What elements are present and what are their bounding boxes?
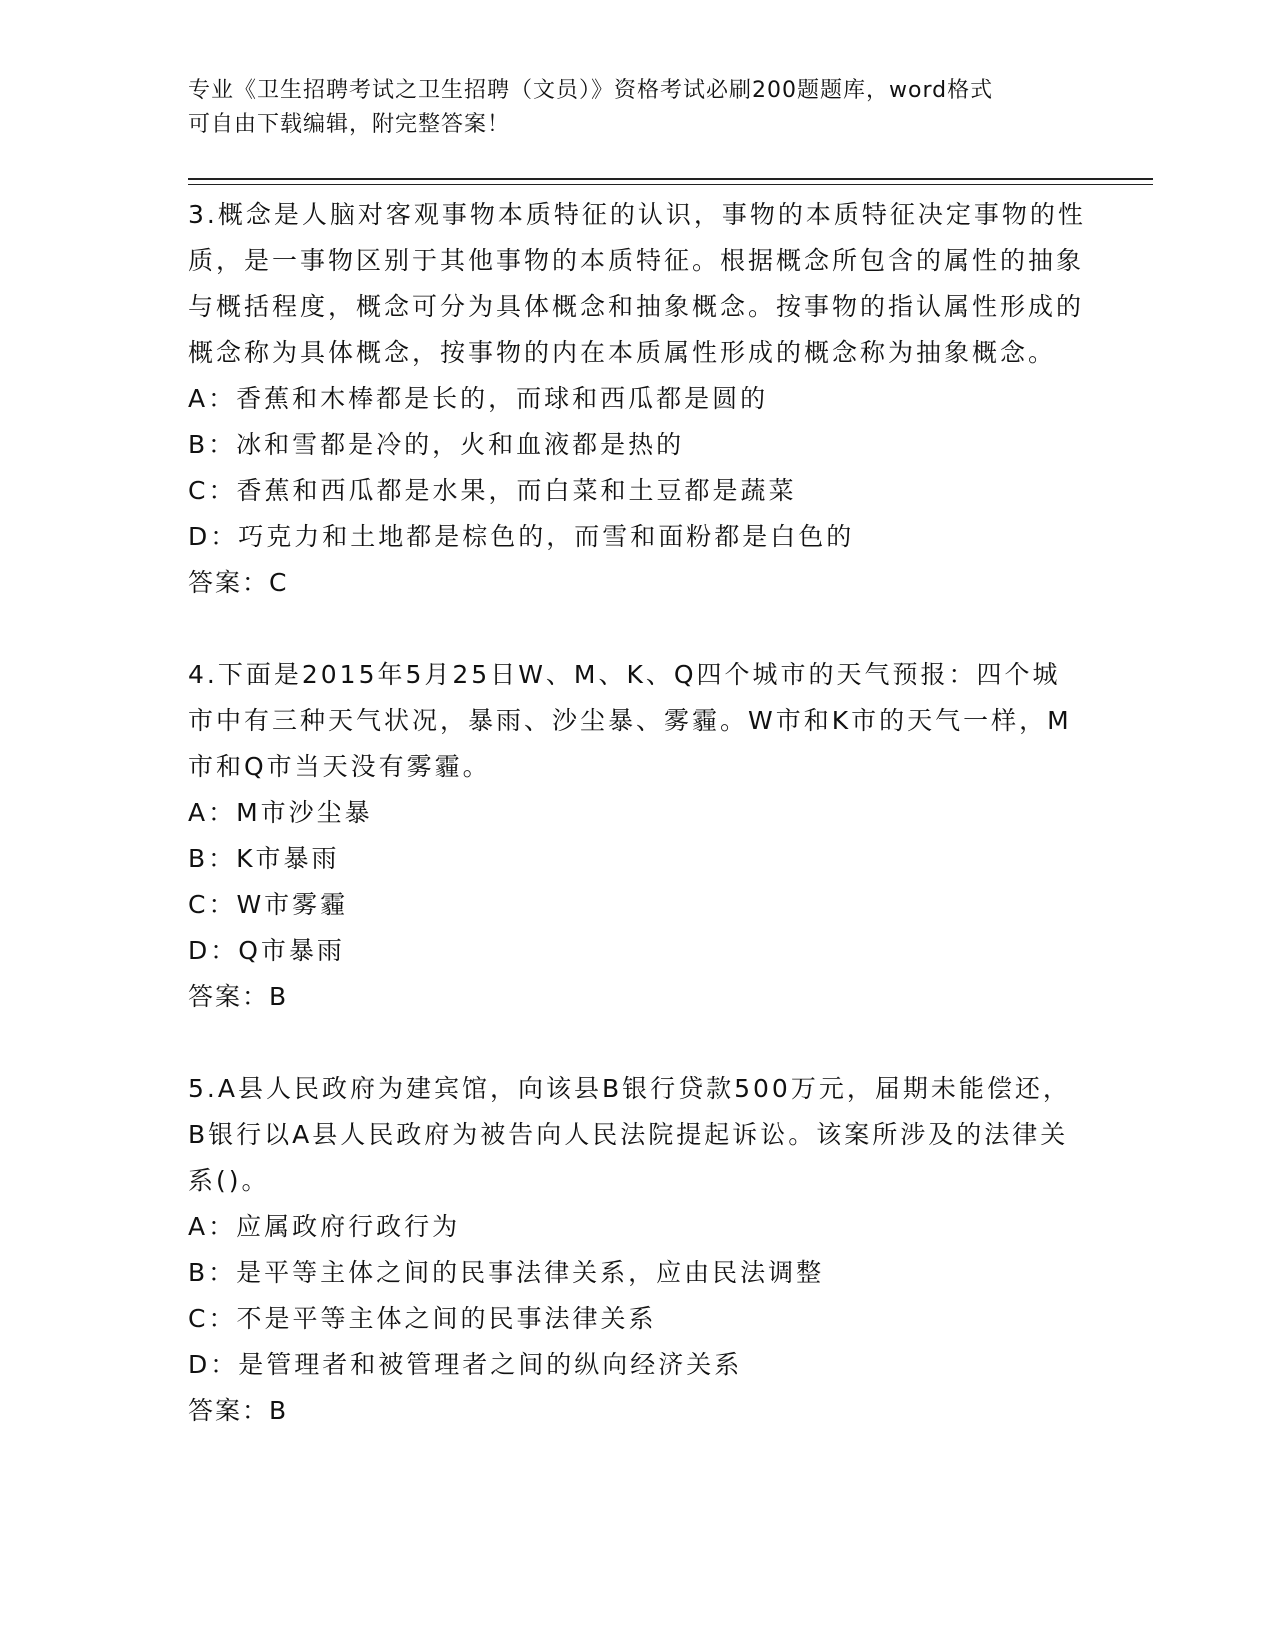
header-line-1: 专业《卫生招聘考试之卫生招聘（文员）》资格考试必刷200题题库，word格式 bbox=[188, 78, 994, 103]
question-stem: 3.概念是人脑对客观事物本质特征的认识，事物的本质特征决定事物的性质，是一事物区别于其他事物的本质特征。根据概念所包含的属性的抽象与概括程度，概念可分为具体概念和抽象概念。按事物的指认属性形成的概念称为具体概念，按事物的内在本质属性形成的概念称为抽象概念。 bbox=[188, 200, 1086, 367]
question-stem: 5.A县人民政府为建宾馆，向该县B银行贷款500万元，届期未能偿还，B银行以A县人民政府为被告向人民法院提起诉讼。该案所涉及的法律关系()。 bbox=[188, 1074, 1071, 1195]
option-d: D：巧克力和土地都是棕色的，而雪和面粉都是白色的 bbox=[188, 522, 855, 551]
answer-label: 答案：B bbox=[188, 1396, 289, 1425]
question-list bbox=[188, 192, 1088, 1480]
answer-label: 答案：C bbox=[188, 568, 289, 597]
question-3 bbox=[188, 192, 1088, 606]
answer-label: 答案：B bbox=[188, 982, 289, 1011]
header-divider-thick bbox=[188, 178, 1153, 180]
document-header bbox=[188, 74, 1088, 142]
option-b: B：冰和雪都是冷的，火和血液都是热的 bbox=[188, 430, 685, 459]
option-a: A：M市沙尘暴 bbox=[188, 798, 373, 827]
question-4 bbox=[188, 652, 1088, 1020]
option-b: B：是平等主体之间的民事法律关系，应由民法调整 bbox=[188, 1258, 825, 1287]
option-c: C：香蕉和西瓜都是水果，而白菜和土豆都是蔬菜 bbox=[188, 476, 797, 505]
option-a: A：应属政府行政行为 bbox=[188, 1212, 461, 1241]
header-line-2: 可自由下载编辑，附完整答案！ bbox=[188, 112, 511, 137]
option-c: C：W市雾霾 bbox=[188, 890, 349, 919]
option-d: D：是管理者和被管理者之间的纵向经济关系 bbox=[188, 1350, 743, 1379]
header-divider-thin bbox=[188, 184, 1153, 185]
question-stem: 4.下面是2015年5月25日W、M、K、Q四个城市的天气预报：四个城市中有三种天气状况，暴雨、沙尘暴、雾霾。W市和K市的天气一样，M市和Q市当天没有雾霾。 bbox=[188, 660, 1072, 781]
option-c: C：不是平等主体之间的民事法律关系 bbox=[188, 1304, 657, 1333]
question-5 bbox=[188, 1066, 1088, 1434]
option-d: D：Q市暴雨 bbox=[188, 936, 345, 965]
option-b: B：K市暴雨 bbox=[188, 844, 340, 873]
option-a: A：香蕉和木棒都是长的，而球和西瓜都是圆的 bbox=[188, 384, 769, 413]
